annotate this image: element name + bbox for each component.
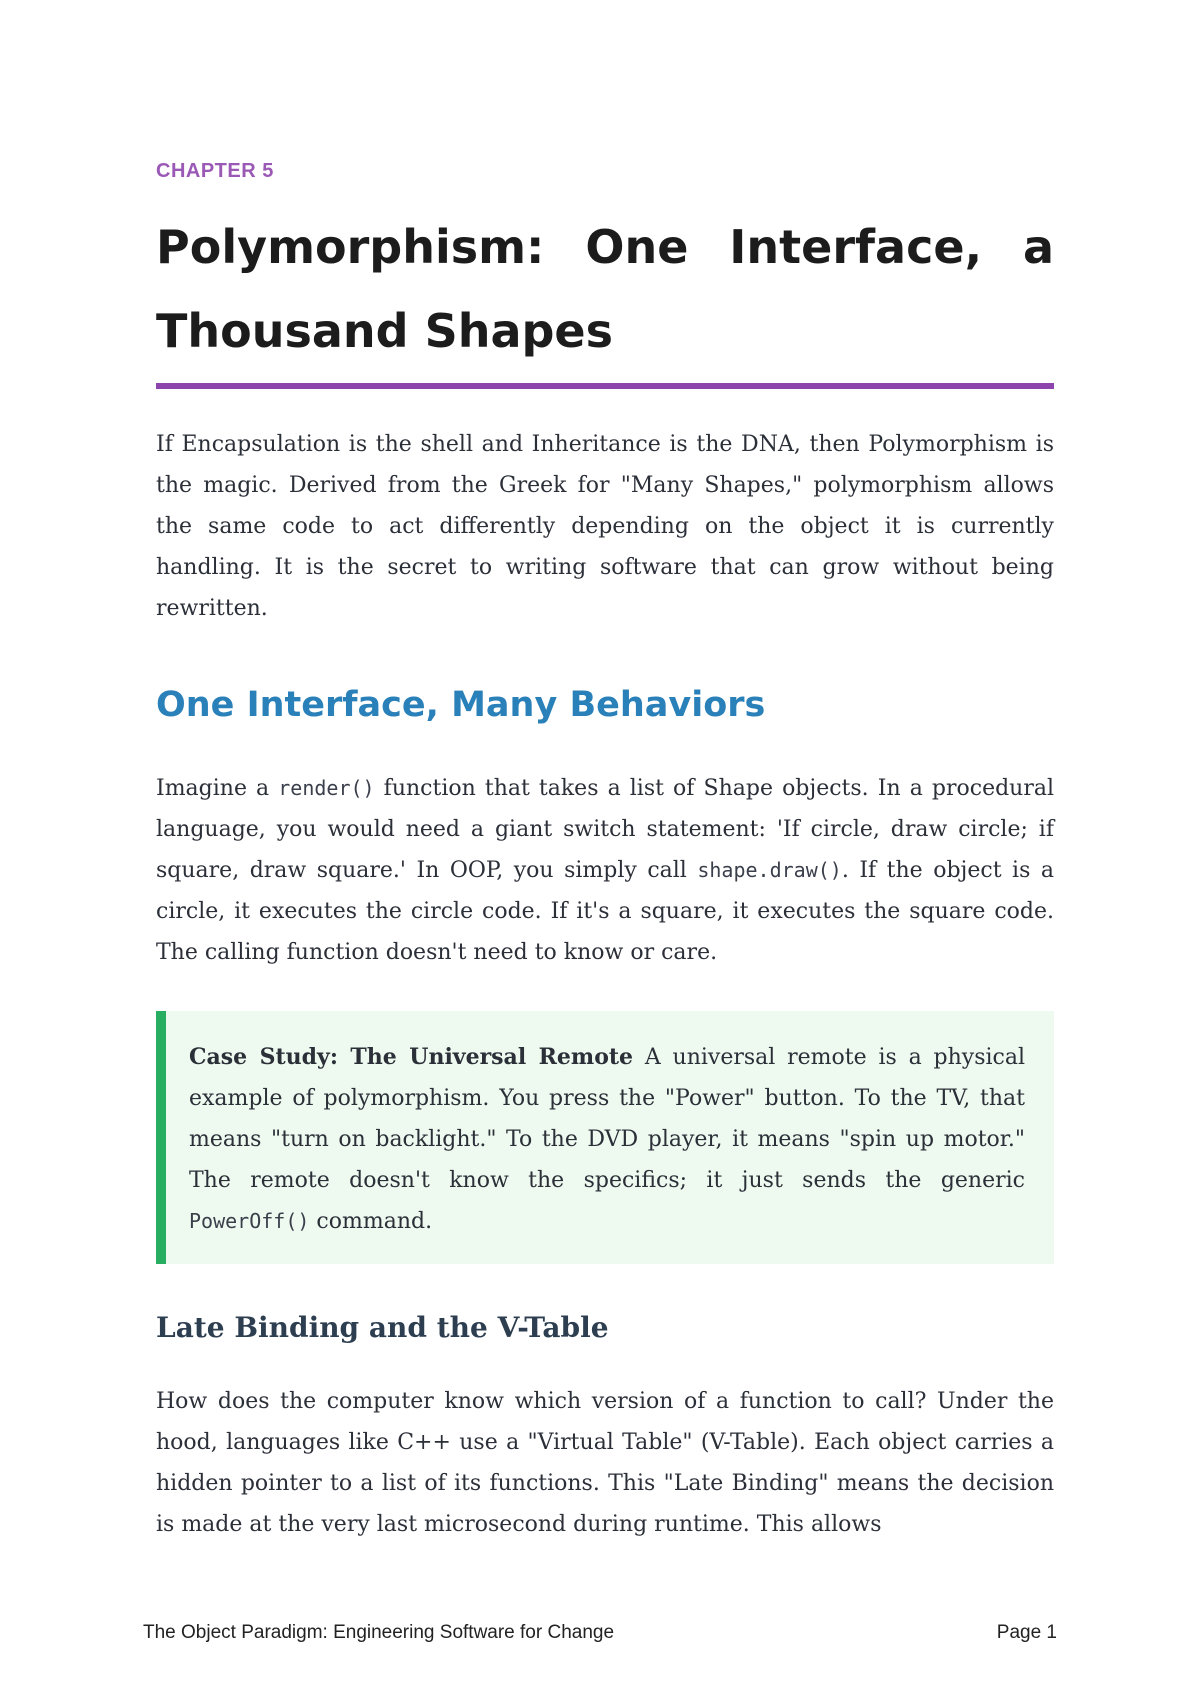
interface-paragraph [156,768,1054,973]
footer-page-number: Page 1 [996,1622,1057,1643]
inline-code-poweroff: PowerOff() [189,1209,310,1233]
intro-paragraph: If Encapsulation is the shell and Inheritance is the DNA, then Polymorphism is the magic. Derived from the Greek for "Many Shapes," polymorphism allows the same code to act differently depending on the object it is currently handling. It is the secret to writing software that can grow without being rewritten. [156,432,1054,621]
chapter-label: CHAPTER 5 [156,160,274,182]
chapter-title: Polymorphism: One Interface, a Thousand Shapes [156,220,1054,358]
inline-code-render: render() [278,776,375,800]
section-heading-late-binding: Late Binding and the V-Table [156,1311,609,1344]
interface-text-3: . If the object is a circle, it executes the circle code. If it's a square, it executes the square code. The calling function doesn't need to know or care. [156,858,1054,965]
callout-text [189,1037,1025,1242]
callout-text-2: command. [309,1209,433,1234]
footer-book-title: The Object Paradigm: Engineering Software for Change [143,1622,615,1643]
late-binding-paragraph: How does the computer know which version of a function to call? Under the hood, languages like C++ use a "Virtual Table" (V-Table). Each object carries a hidden pointer to a list of its functions. This "Late Binding" means the decision is made at the very last microsecond during runtime. This allows [156,1389,1054,1537]
case-study-callout [156,1011,1054,1264]
callout-accent-bar [156,1011,166,1264]
callout-title: Case Study: The Universal Remote [189,1044,634,1070]
interface-text-1: Imagine a [156,776,279,801]
inline-code-shape-draw: shape.draw() [697,858,842,882]
interface-text-2: function that takes a list of Shape objects. In a procedural language, you would need a giant switch statement: 'If circle, draw circle; if square, draw square.' In OOP, you simply call [156,776,1055,883]
section-heading-interface: One Interface, Many Behaviors [156,685,766,725]
title-divider [156,383,1054,389]
callout-text-1: A universal remote is a physical example of polymorphism. You press the "Power" button. To the TV, that means "turn on backlight." To the DVD player, it means "spin up motor." The remote doesn't know the specifics; it just sends the generic [189,1045,1025,1193]
